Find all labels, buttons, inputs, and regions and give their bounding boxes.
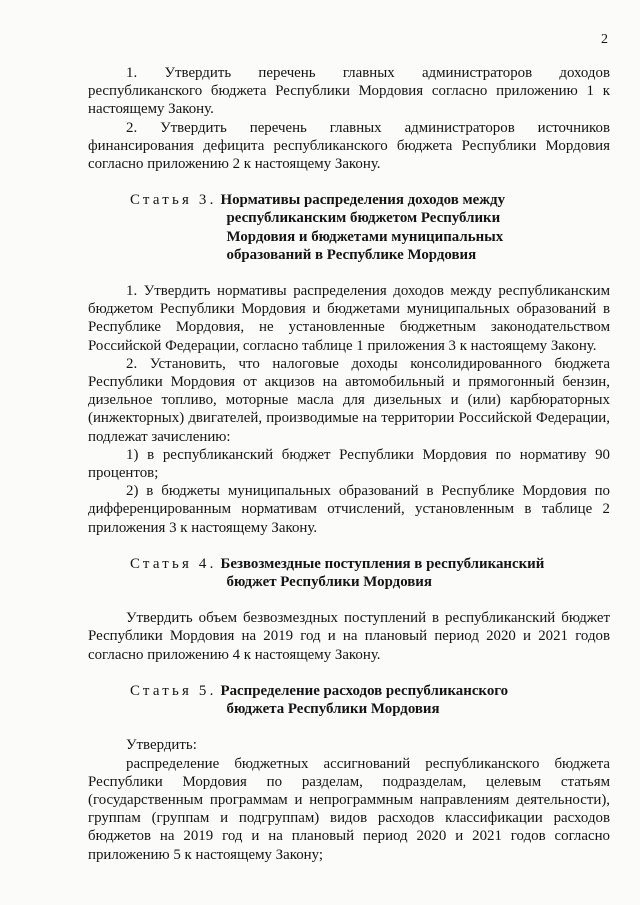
- paragraph: 1. Утвердить нормативы распределения доходов между республиканским бюджетом Республики Мордовия и бюджетами муниципальных образований в Республике Мордовия, не установленные бюджетным законодательством Российской Федерации, согласно таблице 1 приложения 3 к настоящему Закону.: [88, 283, 610, 354]
- article-4: [88, 555, 610, 664]
- document-body: [88, 64, 610, 864]
- page-number: 2: [601, 32, 608, 47]
- article-label: Статья 5.: [130, 682, 217, 699]
- article-title: [221, 555, 545, 591]
- article-title-line: республиканским бюджетом Республики: [226, 210, 501, 227]
- paragraph: 2) в бюджеты муниципальных образований в Республике Мордовия по дифференцированным нормативам отчислений, установленным в таблице 2 приложения 3 к настоящему Закону.: [88, 483, 610, 536]
- paragraph: 2. Утвердить перечень главных администраторов источников финансирования дефицита республиканского бюджета Республики Мордовия согласно приложению 2 к настоящему Закону.: [88, 119, 610, 173]
- article-3: [88, 191, 610, 537]
- article-label: Статья 4.: [130, 555, 217, 572]
- paragraph: распределение бюджетных ассигнований республиканского бюджета Республики Мордовия по разделам, подразделам, целевым статьям (государственным программам и непрограммным направлениям деятельности), группам (группам и подгруппам) видов расходов классификации расходов бюджетов на 2019 год и на плановый период 2020 и 2021 годов согласно приложению 5 к настоящему Закону;: [88, 755, 610, 863]
- article-title-line: Распределение расходов республиканского: [220, 682, 509, 699]
- paragraph: Утвердить:: [126, 737, 197, 754]
- article-title-line: бюджета Республики Мордовия: [226, 701, 440, 718]
- paragraph: 2. Установить, что налоговые доходы консолидированного бюджета Республики Мордовия от акцизов на автомобильный и прямогонный бензин, дизельное топливо, моторные масла для дизельных и (или) карбюраторных (инжекторных) двигателей, производимые на территории Российской Федерации, подлежат зачислению:: [88, 355, 610, 445]
- article-title-line: Нормативы распределения доходов между: [220, 192, 506, 209]
- article-title: [221, 682, 509, 718]
- article-heading: [130, 555, 610, 591]
- article-title-line: бюджет Республики Мордовия: [226, 574, 432, 591]
- paragraph: 1. Утвердить перечень главных администраторов доходов республиканского бюджета Республики Мордовия согласно приложению 1 к настоящему Закону.: [88, 65, 610, 118]
- article-title-line: Мордовия и бюджетами муниципальных: [226, 228, 504, 245]
- intro-section: [88, 64, 610, 173]
- article-heading: [130, 191, 610, 264]
- article-title-line: образований в Республике Мордовия: [226, 246, 477, 263]
- paragraph: Утвердить объем безвозмездных поступлений в республиканский бюджет Республики Мордовия на 2019 год и на плановый период 2020 и 2021 годов согласно приложению 4 к настоящему Закону.: [88, 610, 610, 663]
- article-label: Статья 3.: [130, 192, 217, 209]
- article-title: [221, 191, 506, 264]
- article-title-line: Безвозмездные поступления в республиканский: [220, 555, 545, 572]
- paragraph: 1) в республиканский бюджет Республики Мордовия по нормативу 90 процентов;: [88, 446, 610, 482]
- article-heading: [130, 682, 610, 718]
- article-5: [88, 682, 610, 864]
